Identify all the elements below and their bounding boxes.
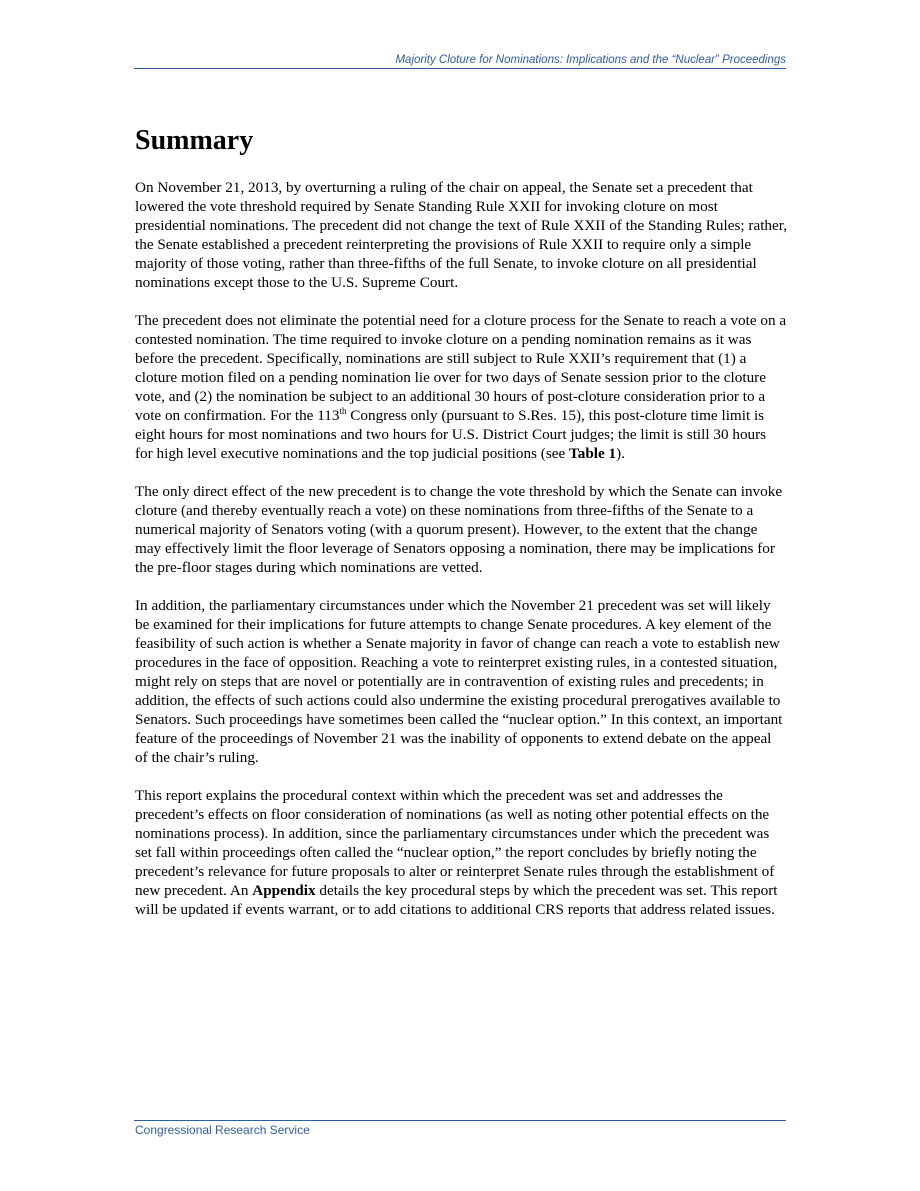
paragraph-5-text-a: This report explains the procedural context within which the precedent was set and addresses the precedent’s effects on floor consideration of nominations (as well as noting other potential effects on the nominations process). In addition, since the parliamentary circumstances under which the precedent was set fall within proceedings often called the “nuclear option,” the report concludes by briefly noting the precedent’s relevance for future proposals to alter or reinterpret Senate rules through the establishment of new precedent. An bbox=[135, 787, 775, 899]
paragraph-2-text-a: The precedent does not eliminate the potential need for a cloture process for the Senate to reach a vote on a contested nomination. The time required to invoke cloture on a pending nomination remains as it was before the precedent. Specifically, nominations are still subject to Rule XXII’s requirement that (1) a cloture motion filed on a pending nomination lie over for two days of Senate session prior to the cloture vote, and (2) the nomination be subject to an additional 30 hours of post-cloture consideration prior to a vote on confirmation. For the 113 bbox=[135, 312, 787, 424]
appendix-reference[interactable]: Appendix bbox=[252, 882, 316, 899]
paragraph-2-text-c: ). bbox=[616, 445, 626, 462]
header-divider bbox=[134, 68, 786, 69]
running-header: Majority Cloture for Nominations: Implications and the “Nuclear” Proceedings bbox=[395, 54, 786, 66]
summary-body bbox=[135, 178, 787, 938]
paragraph-3: The only direct effect of the new precedent is to change the vote threshold by which the Senate can invoke cloture (and thereby eventually reach a vote) on these nominations from three-fifths of the Senate to a numerical majority of Senators voting (with a quorum present). However, to the extent that the change may effectively limit the floor leverage of Senators opposing a nomination, there may be implications for the pre-floor stages during which nominations are vetted. bbox=[135, 483, 783, 576]
footer-divider bbox=[134, 1120, 786, 1121]
paragraph-2 bbox=[135, 311, 787, 463]
paragraph-5 bbox=[135, 786, 787, 919]
section-title: Summary bbox=[135, 125, 254, 156]
paragraph-4: In addition, the parliamentary circumstances under which the November 21 precedent was set will likely be examined for their implications for future attempts to change Senate procedures. A key element of the feasibility of such action is whether a Senate majority in favor of change can reach a vote to establish new procedures in the face of opposition. Reaching a vote to reinterpret existing rules, in a contested situation, might rely on steps that are novel or potentially are in contravention of existing rules and precedents; in addition, the effects of such actions could also undermine the existing procedural prerogatives available to Senators. Such proceedings have sometimes been called the “nuclear option.” In this context, an important feature of the proceedings of November 21 was the inability of opponents to extend debate on the appeal of the chair’s ruling. bbox=[135, 597, 783, 766]
paragraph-1: On November 21, 2013, by overturning a ruling of the chair on appeal, the Senate set a precedent that lowered the vote threshold required by Senate Standing Rule XXII for invoking cloture on most presidential nominations. The precedent did not change the text of Rule XXII of the Standing Rules; rather, the Senate established a precedent reinterpreting the provisions of Rule XXII to require only a simple majority of those voting, rather than three-fifths of the full Senate, to invoke cloture on all presidential nominations except those to the U.S. Supreme Court. bbox=[135, 179, 788, 291]
running-footer: Congressional Research Service bbox=[135, 1123, 310, 1137]
ordinal-suffix: th bbox=[339, 405, 347, 416]
paragraph-5-text-b: details the key procedural steps by which the precedent was set. This report will be updated if events warrant, or to add citations to additional CRS reports that address related issues. bbox=[135, 882, 778, 918]
table-1-reference[interactable]: Table 1 bbox=[569, 445, 617, 462]
paragraph-2-text-b: Congress only (pursuant to S.Res. 15), this post-cloture time limit is eight hours for most nominations and two hours for U.S. District Court judges; the limit is still 30 hours for high level executive nominations and the top judicial positions (see bbox=[135, 407, 767, 462]
